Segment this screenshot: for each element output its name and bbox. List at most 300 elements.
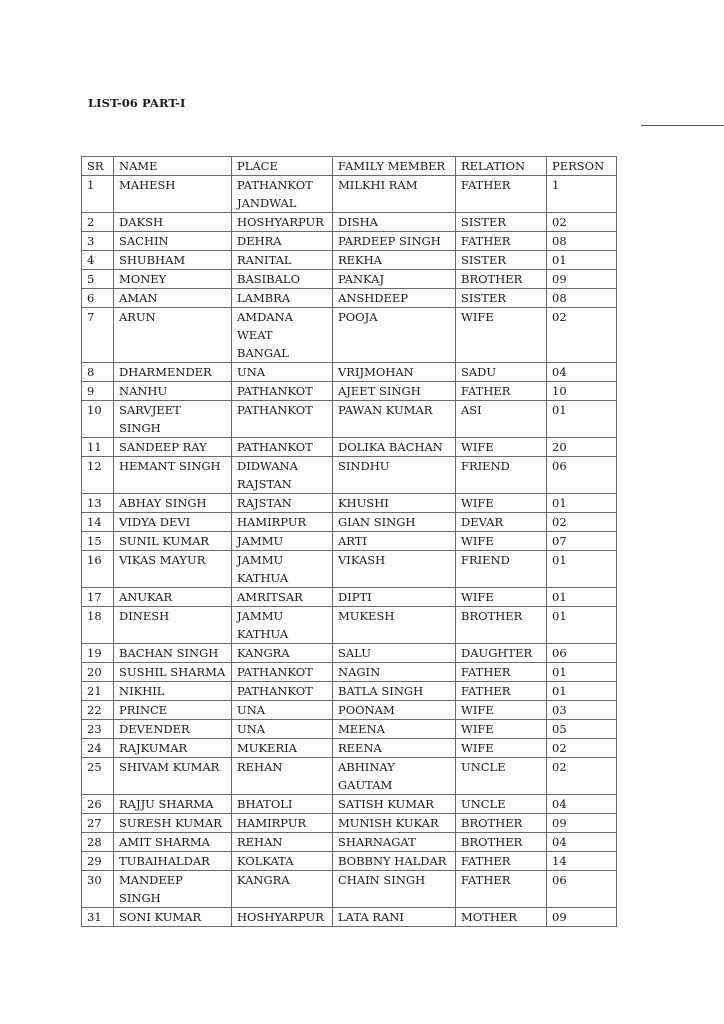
cell-name [114,739,232,758]
cell-sr: 1 [82,176,114,213]
cell-family-member [333,682,456,701]
table-row [82,758,617,795]
cell-sr: 23 [82,720,114,739]
cell-person: 06 [547,644,617,663]
cell-name-line: SUNIL KUMAR [119,534,210,548]
cell-family-member [333,644,456,663]
cell-family-member [333,871,456,908]
cell-family-member-line: DISHA [338,215,378,229]
cell-sr: 18 [82,607,114,644]
cell-relation: FATHER [456,382,547,401]
cell-name [114,814,232,833]
cell-place-line: DIDWANA [237,459,298,473]
table-header [82,157,617,176]
cell-family-member-line: SINDHU [338,459,390,473]
cell-family-member-line: SALU [338,646,371,660]
cell-relation: FRIEND [456,457,547,494]
cell-name [114,213,232,232]
cell-place [232,908,333,927]
cell-sr: 5 [82,270,114,289]
cell-sr: 27 [82,814,114,833]
cell-name [114,701,232,720]
cell-place [232,644,333,663]
cell-person: 08 [547,232,617,251]
cell-family-member [333,908,456,927]
cell-family-member [333,232,456,251]
column-header-family-member: FAMILY MEMBER [333,157,456,176]
cell-person: 20 [547,438,617,457]
cell-family-member [333,494,456,513]
cell-family-member-line: GAUTAM [338,778,393,792]
table-row [82,213,617,232]
cell-sr: 24 [82,739,114,758]
cell-name [114,871,232,908]
cell-family-member [333,701,456,720]
cell-place [232,382,333,401]
cell-person: 05 [547,720,617,739]
cell-name-line: BACHAN SINGH [119,646,219,660]
table-row [82,176,617,213]
cell-name [114,457,232,494]
cell-family-member [333,720,456,739]
cell-sr: 12 [82,457,114,494]
cell-family-member-line: DIPTI [338,590,372,604]
cell-family-member-line: PAWAN KUMAR [338,403,433,417]
cell-place-line: JAMMU [237,534,284,548]
column-header-name: NAME [114,157,232,176]
table-row [82,795,617,814]
cell-family-member-line: ANSHDEEP [338,291,409,305]
table-row [82,438,617,457]
cell-name-line: SACHIN [119,234,169,248]
cell-name-line: SHUBHAM [119,253,186,267]
cell-family-member [333,438,456,457]
cell-family-member [333,289,456,308]
cell-place [232,289,333,308]
cell-family-member-line: MUNISH KUKAR [338,816,439,830]
cell-relation: FRIEND [456,551,547,588]
cell-person: 04 [547,363,617,382]
cell-relation: DEVAR [456,513,547,532]
cell-place [232,363,333,382]
cell-family-member-line: ARTI [338,534,367,548]
cell-place-line: JAMMU [237,553,284,567]
cell-name-line: NIKHIL [119,684,165,698]
cell-family-member [333,814,456,833]
table-row [82,908,617,927]
cell-name [114,644,232,663]
cell-place-line: RAJSTAN [237,496,292,510]
cell-family-member [333,795,456,814]
cell-family-member-line: AJEET SINGH [338,384,421,398]
cell-place-line: JAMMU [237,609,284,623]
cell-family-member-line: REENA [338,741,382,755]
cell-sr: 10 [82,401,114,438]
cell-sr: 2 [82,213,114,232]
cell-family-member-line: PANKAJ [338,272,385,286]
table-row [82,871,617,908]
table-row [82,289,617,308]
cell-family-member-line: ABHINAY [338,760,395,774]
cell-relation: SISTER [456,289,547,308]
cell-relation: WIFE [456,588,547,607]
cell-place [232,739,333,758]
table-row [82,833,617,852]
cell-place [232,795,333,814]
cell-place [232,720,333,739]
cell-name [114,663,232,682]
table-row [82,382,617,401]
cell-sr: 4 [82,251,114,270]
cell-family-member-line: POONAM [338,703,395,717]
cell-relation: UNCLE [456,795,547,814]
cell-person: 06 [547,457,617,494]
cell-relation: DAUGHTER [456,644,547,663]
cell-name-line: DEVENDER [119,722,190,736]
cell-family-member [333,513,456,532]
cell-person: 09 [547,908,617,927]
cell-place [232,213,333,232]
cell-person: 01 [547,682,617,701]
table-row [82,814,617,833]
cell-name-line: MANDEEP [119,873,183,887]
cell-person: 01 [547,551,617,588]
cell-name [114,308,232,363]
cell-relation: WIFE [456,720,547,739]
cell-place [232,513,333,532]
cell-relation: BROTHER [456,270,547,289]
cell-place [232,871,333,908]
table-row [82,663,617,682]
cell-place [232,176,333,213]
cell-family-member [333,663,456,682]
table-row [82,232,617,251]
column-header-place: PLACE [232,157,333,176]
cell-family-member-line: SATISH KUMAR [338,797,434,811]
cell-relation: FATHER [456,682,547,701]
cell-person: 01 [547,588,617,607]
cell-family-member [333,363,456,382]
cell-sr: 6 [82,289,114,308]
cell-place-line: KATHUA [237,627,289,641]
cell-name [114,532,232,551]
table-row [82,513,617,532]
cell-name [114,758,232,795]
table-row [82,588,617,607]
cell-place-line: RANITAL [237,253,292,267]
cell-name-line: SINGH [119,421,161,435]
cell-name [114,382,232,401]
cell-place-line: PATHANKOT [237,665,313,679]
cell-sr: 28 [82,833,114,852]
cell-place [232,551,333,588]
cell-name-line: DINESH [119,609,170,623]
cell-relation: WIFE [456,438,547,457]
cell-place [232,438,333,457]
cell-place [232,308,333,363]
cell-place-line: HAMIRPUR [237,515,307,529]
cell-relation: SISTER [456,251,547,270]
cell-relation: SADU [456,363,547,382]
cell-place-line: WEAT [237,328,273,342]
cell-relation: UNCLE [456,758,547,795]
cell-sr: 3 [82,232,114,251]
cell-place-line: PATHANKOT [237,440,313,454]
table-row [82,270,617,289]
cell-name-line: RAJKUMAR [119,741,188,755]
cell-name-line: SINGH [119,891,161,905]
cell-person: 06 [547,871,617,908]
cell-family-member-line: SHARNAGAT [338,835,416,849]
cell-place-line: AMRITSAR [237,590,303,604]
cell-name [114,270,232,289]
cell-place-line: KOLKATA [237,854,294,868]
cell-place-line: KANGRA [237,646,290,660]
cell-name-line: PRINCE [119,703,168,717]
cell-person: 02 [547,758,617,795]
cell-name [114,232,232,251]
cell-name-line: DAKSH [119,215,164,229]
cell-place [232,401,333,438]
cell-person: 02 [547,213,617,232]
cell-place [232,663,333,682]
cell-place-line: PATHANKOT [237,684,313,698]
cell-relation: SISTER [456,213,547,232]
cell-name [114,852,232,871]
cell-relation: FATHER [456,871,547,908]
cell-name [114,438,232,457]
cell-place-line: KANGRA [237,873,290,887]
column-header-person: PERSON [547,157,617,176]
cell-place-line: DEHRA [237,234,282,248]
table-row [82,607,617,644]
cell-sr: 15 [82,532,114,551]
cell-person: 02 [547,308,617,363]
cell-relation: FATHER [456,176,547,213]
cell-place [232,607,333,644]
cell-person: 04 [547,833,617,852]
cell-place-line: BHATOLI [237,797,293,811]
cell-name [114,795,232,814]
cell-family-member-line: KHUSHI [338,496,389,510]
column-header-sr: SR [82,157,114,176]
cell-family-member-line: REKHA [338,253,382,267]
cell-family-member-line: DOLIKA BACHAN [338,440,443,454]
header-row [82,157,617,176]
cell-place [232,682,333,701]
cell-person: 01 [547,251,617,270]
margin-rule [641,125,724,126]
cell-family-member-line: LATA RANI [338,910,404,924]
cell-name-line: SUSHIL SHARMA [119,665,226,679]
cell-sr: 17 [82,588,114,607]
cell-name-line: MONEY [119,272,167,286]
cell-sr: 8 [82,363,114,382]
cell-place [232,270,333,289]
cell-family-member-line: PARDEEP SINGH [338,234,441,248]
cell-sr: 26 [82,795,114,814]
cell-place-line: KATHUA [237,571,289,585]
cell-name-line: AMIT SHARMA [119,835,210,849]
cell-family-member [333,176,456,213]
cell-place [232,852,333,871]
cell-family-member [333,739,456,758]
cell-place-line: HOSHYARPUR [237,910,324,924]
cell-place-line: BANGAL [237,346,289,360]
cell-name [114,720,232,739]
cell-person: 09 [547,270,617,289]
cell-place [232,251,333,270]
cell-place [232,758,333,795]
cell-relation: WIFE [456,739,547,758]
cell-person: 09 [547,814,617,833]
cell-name [114,289,232,308]
cell-sr: 14 [82,513,114,532]
cell-name-line: VIDYA DEVI [119,515,191,529]
cell-family-member-line: GIAN SINGH [338,515,416,529]
cell-place-line: REHAN [237,760,283,774]
cell-name-line: ARUN [119,310,156,324]
cell-relation: WIFE [456,308,547,363]
cell-family-member [333,270,456,289]
table-row [82,682,617,701]
cell-name-line: SURESH KUMAR [119,816,222,830]
cell-person: 02 [547,513,617,532]
cell-sr: 11 [82,438,114,457]
cell-relation: ASI [456,401,547,438]
cell-family-member [333,251,456,270]
cell-relation: FATHER [456,232,547,251]
cell-family-member [333,213,456,232]
cell-name [114,401,232,438]
cell-relation: BROTHER [456,814,547,833]
cell-place [232,457,333,494]
table-row [82,457,617,494]
cell-relation: FATHER [456,663,547,682]
cell-family-member-line: VRIJMOHAN [338,365,414,379]
cell-family-member [333,551,456,588]
cell-relation: WIFE [456,494,547,513]
cell-family-member-line: MEENA [338,722,385,736]
table-row [82,720,617,739]
cell-name [114,908,232,927]
cell-family-member-line: POOJA [338,310,378,324]
cell-place-line: UNA [237,365,266,379]
cell-place-line: PATHANKOT [237,384,313,398]
cell-person: 08 [547,289,617,308]
cell-person: 01 [547,663,617,682]
cell-name-line: SARVJEET [119,403,181,417]
cell-relation: WIFE [456,701,547,720]
cell-place-line: MUKERIA [237,741,297,755]
cell-sr: 29 [82,852,114,871]
cell-place-line: JANDWAL [237,196,297,210]
cell-sr: 25 [82,758,114,795]
cell-place-line: PATHANKOT [237,178,313,192]
cell-place-line: PATHANKOT [237,403,313,417]
cell-place-line: RAJSTAN [237,477,292,491]
table-row [82,532,617,551]
cell-name-line: MAHESH [119,178,176,192]
table-row [82,551,617,588]
cell-family-member-line: MUKESH [338,609,395,623]
cell-name-line: NANHU [119,384,168,398]
cell-sr: 31 [82,908,114,927]
cell-place [232,232,333,251]
cell-sr: 7 [82,308,114,363]
cell-person: 1 [547,176,617,213]
cell-name-line: VIKAS MAYUR [119,553,206,567]
cell-person: 10 [547,382,617,401]
family-member-table [81,156,617,927]
cell-name-line: TUBAIHALDAR [119,854,210,868]
cell-place-line: BASIBALO [237,272,300,286]
cell-place-line: LAMBRA [237,291,291,305]
cell-name-line: ABHAY SINGH [119,496,207,510]
cell-relation: MOTHER [456,908,547,927]
cell-person: 01 [547,401,617,438]
table-row [82,852,617,871]
cell-family-member-line: BATLA SINGH [338,684,424,698]
cell-name-line: HEMANT SINGH [119,459,221,473]
cell-sr: 13 [82,494,114,513]
cell-name-line: SHIVAM KUMAR [119,760,220,774]
cell-name [114,588,232,607]
cell-family-member-line: NAGIN [338,665,381,679]
column-header-relation: RELATION [456,157,547,176]
table-row [82,739,617,758]
cell-place [232,814,333,833]
cell-family-member-line: VIKASH [338,553,386,567]
cell-family-member [333,588,456,607]
cell-relation: WIFE [456,532,547,551]
cell-relation: BROTHER [456,833,547,852]
cell-place [232,701,333,720]
table-row [82,308,617,363]
cell-relation: FATHER [456,852,547,871]
list-heading: LIST-06 PART-I [88,96,186,110]
table-row [82,251,617,270]
cell-name-line: SANDEEP RAY [119,440,207,454]
cell-family-member [333,382,456,401]
cell-place-line: REHAN [237,835,283,849]
table-row [82,644,617,663]
cell-name-line: SONI KUMAR [119,910,202,924]
table-body [82,176,617,927]
cell-family-member [333,833,456,852]
cell-person: 03 [547,701,617,720]
cell-name-line: AMAN [119,291,158,305]
cell-place [232,833,333,852]
cell-place-line: HOSHYARPUR [237,215,324,229]
cell-name-line: DHARMENDER [119,365,212,379]
cell-name-line: RAJJU SHARMA [119,797,214,811]
cell-name [114,251,232,270]
cell-name [114,607,232,644]
cell-person: 01 [547,607,617,644]
cell-sr: 21 [82,682,114,701]
cell-relation: BROTHER [456,607,547,644]
cell-family-member [333,852,456,871]
cell-person: 07 [547,532,617,551]
cell-place-line: UNA [237,703,266,717]
cell-family-member [333,532,456,551]
cell-name [114,833,232,852]
cell-place [232,532,333,551]
table-row [82,401,617,438]
cell-place [232,494,333,513]
cell-sr: 9 [82,382,114,401]
